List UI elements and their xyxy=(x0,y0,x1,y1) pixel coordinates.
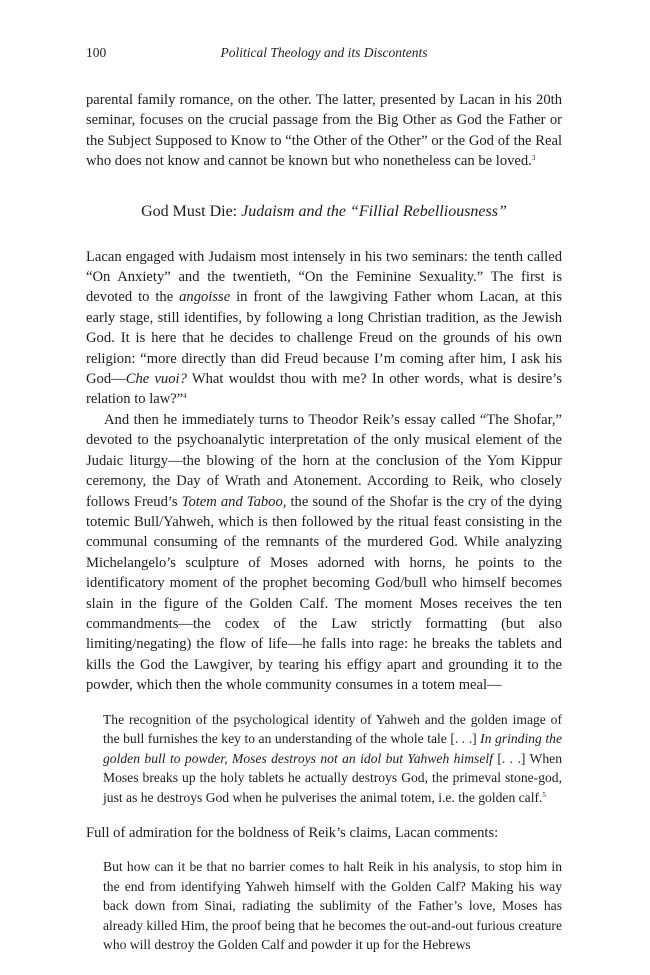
page-body xyxy=(86,90,562,970)
block-quote-reik-text xyxy=(103,710,562,808)
paragraph-reik-text-2: , the sound of the Shofar is the cry of the dying totemic Bull/Yahweh, which is then followed by the ritual feast consisting in the communal consuming of the remnants of the murdered God. While analyzing Michelangelo’s sculpture of Moses adorned with horns, he points to the identificatory moment of the prophet becoming God/bull who himself becomes slain in the figure of the Golden Calf. The moment Moses receives the ten commandments—the codex of the Law strictly formatting (but also limiting/negating) the flow of life—he falls into rage: he breaks the tablets and kills the God the Lawgiver, by tearing his effigy apart and grounding it to the powder, which then the whole community consumes in a totem meal— xyxy=(86,493,563,694)
paragraph-admiration: Full of admiration for the boldness of Reik’s claims, Lacan comments: xyxy=(86,824,499,841)
quote1-text-1: The recognition of the psychological identity of Yahweh and the golden image of the bull furnishes the key to an understanding of the whole tale [. . .] xyxy=(103,711,562,747)
block-quote-lacan xyxy=(103,857,562,955)
section-heading xyxy=(86,202,562,222)
page-number: 100 xyxy=(86,45,107,60)
section-heading-italic: Judaism and the “Fillial Rebelliousness” xyxy=(241,202,507,220)
quote1-italic: In grinding the golden bull to powder, Moses destroys not an idol but Yahweh himself xyxy=(103,731,562,766)
paragraph-lacan-italic-1: angoisse xyxy=(179,289,231,306)
paragraph-lacan-text-1: Lacan engaged with Judaism most intensely in his two seminars: the tenth called “On Anxiety” and the twentieth, “On the Feminine Sexuality.” The first is devoted to the xyxy=(86,248,562,306)
block-quote-lacan-text: But how can it be that no barrier comes to halt Reik in his analysis, to stop him in the end from identifying Yahweh himself with the Golden Calf? Making his way back down from Sinai, radiating the sublimity of the Father’s love, Moses has already killed Him, the proof being that he becomes the out-and-out furious creature who will destroy the Golden Calf and powder it up for the Hebrews xyxy=(103,858,562,953)
paragraph-lacan-italic-2: Che vuoi? xyxy=(125,371,187,388)
footnote-ref-4: 4 xyxy=(183,392,187,401)
footnote-ref-3: 3 xyxy=(531,154,536,163)
page-header xyxy=(86,45,562,65)
paragraph-reik xyxy=(86,410,562,696)
running-title: Political Theology and its Discontents xyxy=(220,45,428,60)
paragraph-intro xyxy=(86,90,562,172)
quote1-text-2: [. . .] When Moses breaks up the holy tablets he actually destroys God, the primeval stone-god, just as he destroys God when he pulverises the animal totem, i.e. the golden calf. xyxy=(103,750,562,805)
paragraph-lacan xyxy=(86,247,562,410)
footnote-ref-5: 5 xyxy=(542,790,546,799)
block-quote-reik xyxy=(103,710,562,808)
section-heading-plain: God Must Die: xyxy=(141,202,242,220)
paragraph-lacan-text-2: in front of the lawgiving Father whom Lacan, at this early stage, still identifies, by following a long Christian tradition, as the Jewish God. It is here that he decides to challenge Freud on the grounds of his own religion: “more directly than did Freud because I’m coming after him, I ask his God— xyxy=(86,289,563,388)
paragraph-reik-italic-1: Totem and Taboo xyxy=(181,493,283,510)
paragraph-reik-text-1: And then he immediately turns to Theodor Reik’s essay called “The Shofar,” devoted to the psychoanalytic interpretation of the only musical element of the Judaic liturgy—the blowing of the horn at the conclusion of the Yom Kippur ceremony, the Day of Wrath and Atonement. According to Reik, who closely follows Freud’s xyxy=(86,411,562,510)
paragraph-intro-text: parental family romance, on the other. The latter, presented by Lacan in his 20th seminar, focuses on the crucial passage from the Big Other as God the Father or the Subject Supposed to Know to “the Other of the Other” or the God of the Real who does not know and cannot be known but who nonetheless can be loved. xyxy=(86,92,562,170)
paragraph-lacan-text-3: What wouldst thou with me? In other words, what is desire’s relation to law?” xyxy=(86,371,562,408)
